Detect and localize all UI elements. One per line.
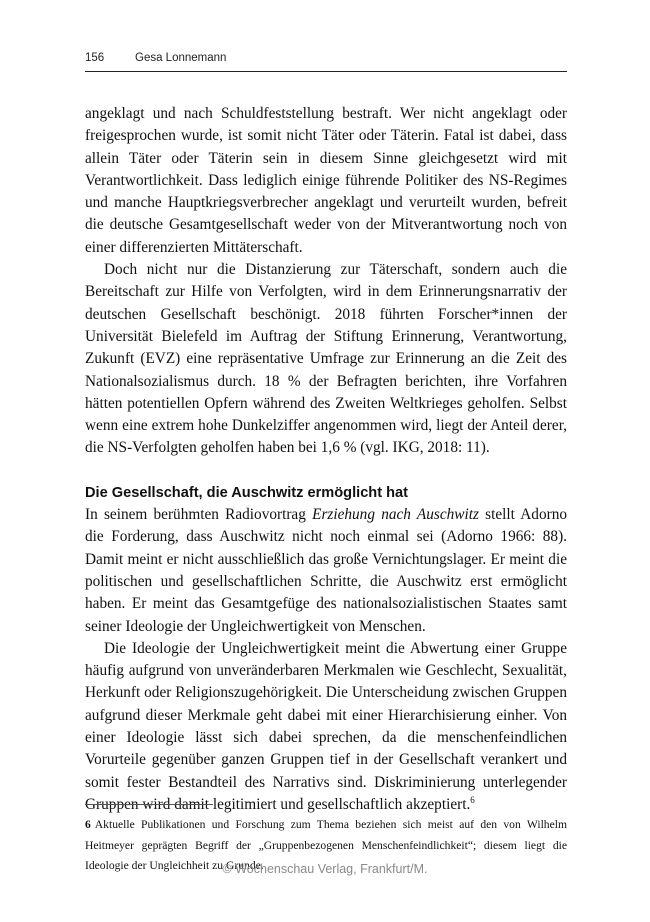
copyright-notice: © Wochenschau Verlag, Frankfurt/M. — [222, 862, 428, 876]
author-name: Gesa Lonnemann — [135, 52, 227, 64]
footnote-text: Aktuelle Publikationen und Forschung zum Thema beziehen sich meist auf den von Wilhelm Heitmeyer geprägten Begriff der „Gruppenbezogenen Menschenfeindlichkeit“; diesem liegt die Ideologie der Ungleichheit zu Grunde. — [85, 818, 567, 872]
paragraph-text: stellt Adorno die Forderung, dass Auschwitz nicht noch einmal sei (Adorno 1966: 88). Damit meint er nicht ausschließlich das große Vernichtungslager. Er meint die politischen und gesellschaftlichen Schritte, die Auschwitz erst ermöglicht haben. Er meint das Gesamtgefüge des nationalsozialistischen Staates samt seiner Ideologie der Ungleichwertigkeit von Menschen. — [85, 506, 567, 635]
paragraph-text: Die Ideologie der Ungleichwertigkeit meint die Abwertung einer Gruppe häufig aufgrund von unveränderbaren Merkmalen wie Geschlecht, Sexualität, Herkunft oder Religionszugehörigkeit. Die Unterscheidung zwischen Gruppen aufgrund dieser Merkmale geht dabei mit einer Hierarchisierung einher. Von einer Ideologie lässt sich dabei sprechen, da die menschenfeindlichen Vorurteile gegenüber ganzen Gruppen tief in der Gesellschaft verankert und somit fester Bestandteil des Narrativs sind. Diskriminierung unterlegender Gruppen wird damit legitimiert und gesellschaftlich akzeptiert. — [85, 639, 567, 813]
paragraph-text: In seinem berühmten Radiovortrag — [85, 506, 313, 524]
footnote-reference[interactable]: 6 — [470, 794, 475, 805]
paragraph: Doch nicht nur die Distanzierung zur Täterschaft, sondern auch die Bereitschaft zur Hilfe von Verfolgten, wird in dem Erinnerungsnarrativ der deutschen Gesellschaft beschönigt. 2018 führten Forscher*innen der Universität Bielefeld im Auftrag der Stiftung Erinnerung, Verantwortung, Zukunft (EVZ) eine repräsentative Umfrage zur Erinnerung an die Zeit des Nationalsozialismus durch. 18 % der Befragten berichten, ihre Vorfahren hätten potentiellen Opfern während des Zweiten Weltkrieges geholfen. Selbst wenn eine extrem hohe Dunkelziffer angenommen wird, liegt der Anteil derer, die NS-Verfolgten geholfen haben bei 1,6 % (vgl. IKG, 2018: 11). — [85, 261, 567, 457]
footnote-rule — [85, 804, 213, 805]
section-paragraph — [85, 504, 567, 638]
header-rule — [85, 71, 567, 72]
paragraph: angeklagt und nach Schuldfeststellung bestraft. Wer nicht angeklagt oder freigesprochen wurde, ist somit nicht Täter oder Täterin. Fatal ist dabei, dass allein Täter oder Täterin sein in diesem Sinne gleichgesetzt wird mit Verantwortlichkeit. Dass lediglich einige führende Politiker des NS-Regimes und manche Hauptkriegsverbrecher angeklagt und verurteilt wurden, befreit die deutsche Gesamtgesellschaft weder von der Mitverantwortung noch von einer differenzierten Mittäterschaft. — [85, 105, 567, 256]
work-title: Erziehung nach Auschwitz — [312, 506, 479, 524]
page-number: 156 — [85, 52, 105, 64]
running-head — [85, 52, 567, 64]
footnote-number: 6 — [85, 818, 91, 831]
section-heading: Die Gesellschaft, die Auschwitz ermöglicht hat — [85, 484, 409, 501]
section-paragraph — [85, 638, 567, 816]
body-text — [85, 103, 567, 816]
